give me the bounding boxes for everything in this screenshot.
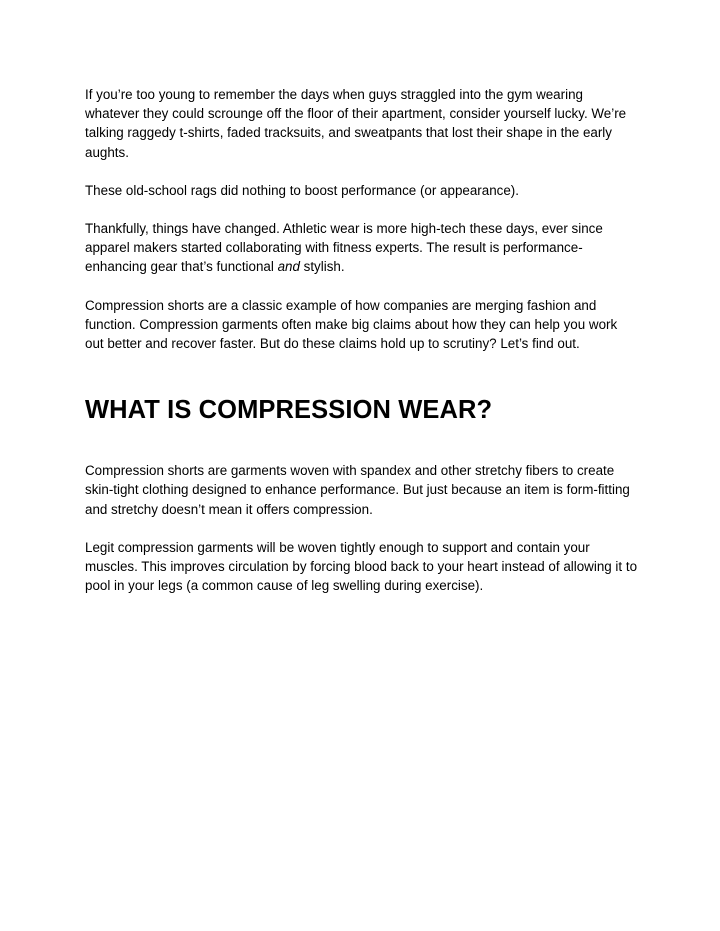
section-paragraph-1: Compression shorts are garments woven with spandex and other stretchy fibers to create skin-tight clothing designed to enhance performance. But just because an item is form-fitting and stretchy doesn’t mean it offers compression. bbox=[85, 463, 630, 517]
emphasis-text: and bbox=[277, 259, 300, 275]
intro-paragraph-4: Compression shorts are a classic example of how companies are merging fashion and function. Compression garments often make big claims about how they can help you work out better and recover faster. But do these claims hold up to scrutiny? Let’s find out. bbox=[85, 297, 618, 352]
intro-paragraph-3 bbox=[85, 219, 637, 277]
document-page bbox=[85, 85, 637, 614]
section-paragraph-2: Legit compression garments will be woven tightly enough to support and contain your muscles. This improves circulation by forcing blood back to your heart instead of allowing it to pool in your legs (a common cause of leg swelling during exercise). bbox=[85, 539, 638, 594]
paragraph-text: stylish. bbox=[299, 259, 345, 275]
section-heading: WHAT IS COMPRESSION WEAR? bbox=[85, 396, 493, 425]
intro-paragraph-1: If you’re too young to remember the days when guys straggled into the gym wearing whatever they could scrounge off the floor of their apartment, consider yourself lucky. We’re talking raggedy t-shirts, faded tracksuits, and sweatpants that lost their shape in the early aughts. bbox=[85, 87, 627, 160]
paragraph-text: Thankfully, things have changed. Athletic wear is more high-tech these days, ever since apparel makers started collaborating with fitness experts. The result is performance-enhancing gear that’s functional bbox=[85, 221, 603, 275]
intro-paragraph-2: These old-school rags did nothing to boost performance (or appearance). bbox=[85, 182, 519, 198]
